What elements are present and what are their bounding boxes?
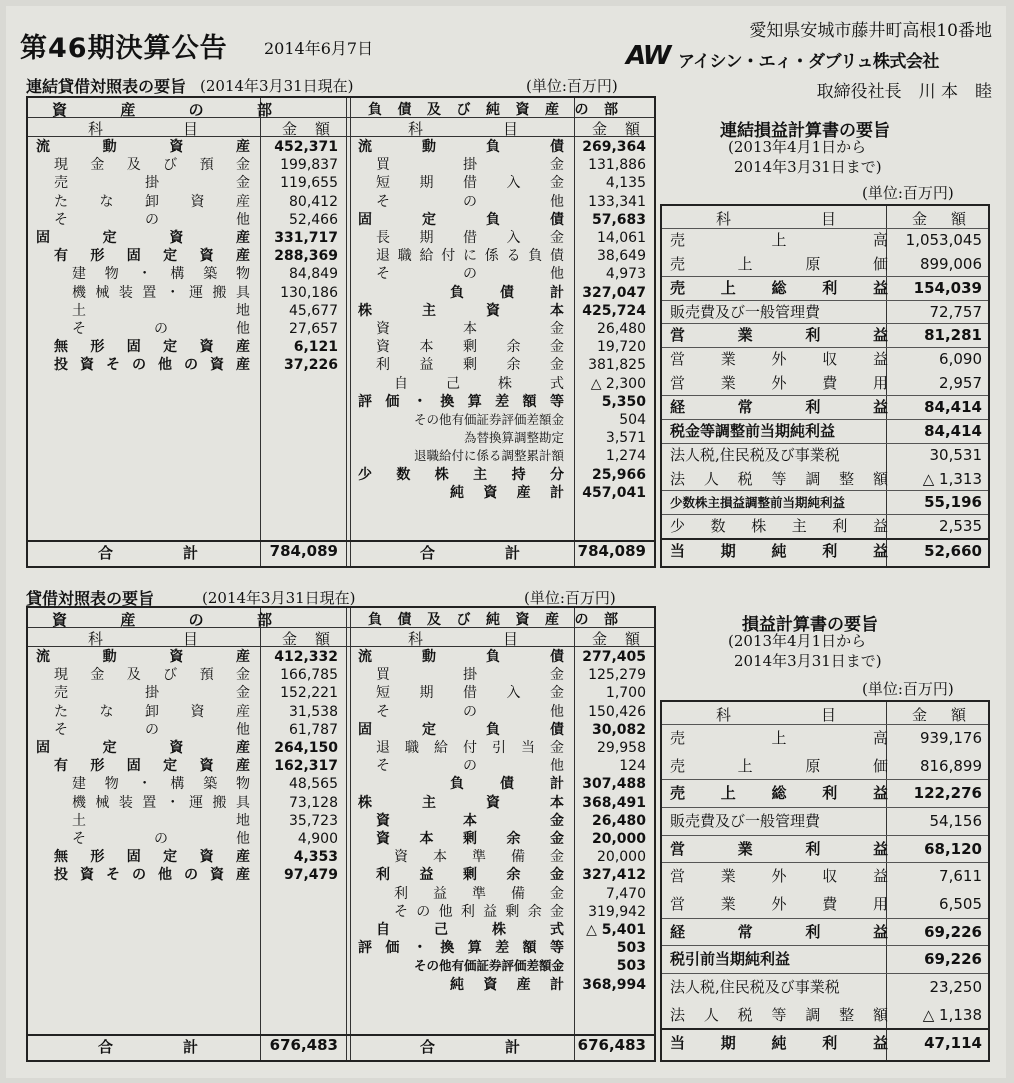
liability-item-label: その他有価証券評価差額金 [413, 958, 564, 974]
asset-item-amount: 166,785 [280, 667, 338, 684]
asset-item-label: そ の 他 [72, 831, 250, 847]
liability-item-amount: 368,994 [582, 976, 646, 993]
asset-item-amount: 130,186 [280, 284, 338, 301]
statement-row-amount: 47,114 [924, 1034, 982, 1053]
asset-item-label: 機 械 装 置 ・ 運 搬 具 [72, 794, 250, 811]
liability-item-label: 純 資 産 計 [450, 976, 564, 993]
asset-item-amount: 61,787 [289, 721, 338, 738]
statement-row-amount: 6,505 [939, 895, 982, 913]
statement-row-label: 営 業 利 益 [670, 326, 888, 345]
statement-row [662, 276, 988, 301]
liability-item-amount: 25,966 [591, 466, 646, 483]
liability-item-label: 自 己 株 式 [394, 375, 564, 392]
statement-row-label: 経 常 利 益 [670, 398, 888, 416]
statement-row [662, 1001, 988, 1030]
liability-item-label: 資 本 金 [376, 321, 564, 337]
liability-item-label: 利 益 準 備 金 [394, 885, 564, 902]
asset-item-label: 土 地 [72, 302, 250, 319]
representative: 取締役社長 川 本 睦 [816, 82, 992, 102]
statement-row-label: 税金等調整前当期純利益 [670, 421, 836, 440]
liability-item-label: そ の 他 [376, 758, 564, 775]
asset-item-label: 現 金 及 び 預 金 [54, 157, 250, 174]
liability-item-amount: 368,491 [582, 794, 646, 811]
statement-row [662, 514, 988, 539]
pl-unit: (単位:百万円) [862, 680, 954, 698]
asset-item-amount: 288,369 [274, 248, 338, 265]
liability-item-label: 評 価 ・ 換 算 差 額 等 [358, 393, 564, 410]
liability-item-amount: 38,649 [597, 248, 646, 265]
consolidated-pl-period-from: (2013年4月1日から [728, 138, 867, 156]
asset-item-label: そ の 他 [54, 211, 250, 228]
liability-item-label: そ の 他 [376, 266, 564, 283]
consolidated-bs-date: (2014年3月31日現在) [200, 77, 354, 95]
statement-row-amount: 54,156 [929, 812, 982, 830]
statement-row-amount: 7,611 [939, 867, 982, 886]
liability-item-amount: 131,886 [588, 157, 646, 174]
liability-item-label: 利 益 剰 余 金 [376, 357, 564, 374]
bs-title: 貸借対照表の要旨 [26, 589, 155, 608]
liability-item-amount: △ 2,300 [590, 375, 646, 392]
liability-item-amount: 125,279 [588, 667, 646, 684]
liability-item-label: 自 己 株 式 [376, 922, 564, 938]
asset-item-amount: 162,317 [274, 758, 338, 775]
statement-row-amount: 69,226 [924, 922, 982, 941]
center-double-line [346, 98, 351, 566]
statement-row-label: 営 業 外 費 用 [670, 895, 888, 913]
liability-item-amount: 20,000 [591, 831, 646, 847]
statement-row-amount: 154,039 [913, 278, 982, 297]
balance-sheet [26, 606, 656, 1062]
statement-row-amount: 816,899 [919, 756, 982, 775]
total-assets-amount: 676,483 [269, 1036, 338, 1054]
statement-row [662, 347, 988, 372]
liability-item-label: 為替換算調整勘定 [463, 430, 564, 446]
notice-date: 2014年6月7日 [264, 39, 374, 58]
consolidated-income-statement [660, 204, 990, 568]
liability-item-label: 負 債 計 [450, 776, 564, 793]
asset-item-amount: 31,538 [289, 703, 338, 720]
liability-item-label: その他有価証券評価差額金 [413, 412, 564, 427]
asset-item-amount: 35,723 [289, 812, 338, 829]
statement-row [662, 945, 988, 974]
statement-row-label: 法人税,住民税及び事業税 [670, 445, 840, 464]
assets-section-header: 資 産 の 部 [52, 611, 272, 629]
liability-item-amount: 4,973 [605, 266, 646, 283]
statement-row [662, 323, 988, 348]
liability-item-amount: 277,405 [582, 649, 646, 665]
item-column-header: 科 目 [88, 630, 198, 648]
liability-item-amount: 457,041 [582, 484, 646, 501]
asset-item-amount: 48,565 [289, 776, 338, 793]
asset-item-label: 投 資 そ の 他 の 資 産 [54, 867, 250, 884]
statement-row-label: 少 数 株 主 利 益 [670, 517, 888, 536]
total-liabilities-amount: 676,483 [577, 1036, 646, 1054]
asset-item-label: 土 地 [72, 812, 250, 829]
statement-row [662, 1028, 988, 1058]
asset-item-amount: 27,657 [289, 321, 338, 337]
income-statement [660, 700, 990, 1062]
liability-item-amount: 503 [616, 958, 646, 975]
liabilities-section-header: 負 債 及 び 純 資 産 の 部 [368, 612, 618, 628]
statement-row-label: 経 常 利 益 [670, 922, 888, 941]
liability-item-amount: 327,412 [582, 867, 646, 884]
liability-item-amount: 14,061 [597, 230, 646, 246]
liability-item-label: 少 数 株 主 持 分 [358, 466, 564, 483]
asset-item-amount: 152,221 [280, 685, 338, 702]
asset-item-amount: 4,353 [293, 849, 338, 866]
liability-item-label: 資 本 金 [376, 812, 564, 829]
pl-title: 損益計算書の要旨 [742, 615, 878, 635]
asset-item-amount: 45,677 [289, 302, 338, 319]
pl-period-from: (2013年4月1日から [728, 632, 867, 650]
statement-row-amount: 84,414 [924, 421, 982, 440]
consolidated-pl-period-to: 2014年3月31日まで) [734, 158, 882, 176]
liability-item-label: 純 資 産 計 [450, 484, 564, 501]
amount-column-header: 金 額 [592, 120, 640, 138]
statement-row-label: 営 業 外 費 用 [670, 374, 888, 393]
divider-line [260, 98, 261, 566]
statement-row-amount: 122,276 [913, 784, 982, 803]
statement-row-label: 売 上 高 [670, 231, 888, 249]
liability-item-amount: 20,000 [597, 849, 646, 866]
asset-item-label: 流 動 資 産 [36, 649, 250, 665]
asset-item-label: 売 掛 金 [54, 175, 250, 192]
liability-item-amount: 19,720 [597, 339, 646, 356]
liability-item-label: 短 期 借 入 金 [376, 685, 564, 702]
statement-row-label: 税引前当期純利益 [670, 950, 791, 969]
consolidated-pl-unit: (単位:百万円) [862, 184, 954, 202]
statement-row [662, 724, 988, 753]
liabilities-section-header: 負 債 及 び 純 資 産 の 部 [368, 102, 618, 118]
statement-row [662, 490, 988, 515]
statement-row-amount: 84,414 [924, 398, 982, 416]
notice-title: 第46期決算公告 [20, 33, 228, 64]
company-address: 愛知県安城市藤井町高根10番地 [749, 21, 992, 41]
liability-item-amount: 26,480 [597, 321, 646, 337]
asset-item-amount: 84,849 [289, 266, 338, 283]
liability-item-amount: 1,700 [605, 685, 646, 702]
statement-row [662, 300, 988, 325]
statement-row [662, 835, 988, 864]
item-column-header: 科 目 [88, 120, 198, 138]
liability-item-amount: 1,274 [605, 448, 646, 465]
statement-row-label: 営 業 外 収 益 [670, 867, 888, 886]
asset-item-label: そ の 他 [54, 721, 250, 738]
divider-line [574, 608, 575, 1060]
liability-item-amount: 124 [619, 758, 646, 775]
asset-item-label: そ の 他 [72, 321, 250, 337]
asset-item-amount: 73,128 [289, 794, 338, 811]
liability-item-amount: 57,683 [591, 211, 646, 228]
statement-row [662, 890, 988, 919]
asset-item-amount: 452,371 [274, 139, 338, 155]
statement-row-amount: 23,250 [929, 978, 982, 996]
liability-item-amount: 504 [619, 412, 646, 428]
statement-row [662, 228, 988, 253]
consolidated-pl-title: 連結損益計算書の要旨 [720, 121, 890, 141]
asset-item-amount: 412,332 [274, 649, 338, 665]
statement-row-label: 少数株主損益調整前当期純利益 [670, 495, 846, 511]
amount-column-header: 金 額 [912, 210, 966, 228]
liability-item-amount: 319,942 [588, 903, 646, 920]
statement-row-amount: 69,226 [924, 950, 982, 969]
asset-item-label: 売 掛 金 [54, 685, 250, 702]
asset-item-label: 流 動 資 産 [36, 139, 250, 155]
center-double-line [346, 608, 351, 1060]
statement-row-label: 売 上 総 利 益 [670, 278, 888, 297]
statement-row-amount: 2,957 [939, 374, 982, 393]
liability-item-label: 固 定 負 債 [358, 721, 564, 738]
liability-item-label: 買 掛 金 [376, 157, 564, 174]
statement-row-label: 法 人 税 等 調 整 額 [670, 1005, 888, 1024]
statement-row-amount: 55,196 [924, 493, 982, 512]
asset-item-label: 無 形 固 定 資 産 [54, 849, 250, 866]
statement-row-amount: 939,176 [919, 729, 982, 747]
total-label: 合 計 [98, 1038, 198, 1056]
statement-row-label: 売 上 高 [670, 729, 888, 747]
statement-row-amount: 52,660 [924, 542, 982, 561]
amount-column-header: 金 額 [912, 706, 966, 724]
liability-item-label: そ の 他 [376, 703, 564, 720]
liability-item-label: 資 本 剰 余 金 [376, 339, 564, 356]
item-column-header: 科 目 [716, 210, 836, 228]
amount-column-header: 金 額 [592, 630, 640, 648]
asset-item-amount: 97,479 [283, 867, 338, 884]
liability-item-amount: 3,571 [605, 430, 646, 447]
asset-item-label: 現 金 及 び 預 金 [54, 667, 250, 684]
liability-item-amount: 7,470 [605, 885, 646, 902]
statement-row [662, 807, 988, 836]
liability-item-amount: 327,047 [582, 284, 646, 301]
logo-mark: AW [626, 41, 670, 71]
statement-row [662, 395, 988, 420]
statement-row [662, 419, 988, 444]
notice-paper [6, 6, 1006, 1078]
asset-item-label: 固 定 資 産 [36, 740, 250, 756]
liability-item-label: 買 掛 金 [376, 667, 564, 684]
asset-item-label: 建 物 ・ 構 築 物 [72, 776, 250, 793]
asset-item-label: 機 械 装 置 ・ 運 搬 具 [72, 284, 250, 301]
asset-item-label: 有 形 固 定 資 産 [54, 248, 250, 265]
asset-item-amount: 264,150 [274, 740, 338, 756]
liability-item-amount: 150,426 [588, 703, 646, 720]
statement-row-label: 売 上 原 価 [670, 756, 888, 775]
liability-item-amount: 29,958 [597, 740, 646, 756]
liability-item-label: 短 期 借 入 金 [376, 175, 564, 192]
liability-item-amount: 269,364 [582, 139, 646, 155]
asset-item-amount: 80,412 [289, 193, 338, 210]
liability-item-amount: △ 5,401 [586, 922, 646, 938]
liability-item-amount: 425,724 [582, 302, 646, 319]
statement-row-amount: 72,757 [929, 302, 982, 321]
liability-item-label: 固 定 負 債 [358, 211, 564, 228]
statement-row-amount: 899,006 [919, 254, 982, 273]
liability-item-label: 流 動 負 債 [358, 139, 564, 155]
liability-item-label: 株 主 資 本 [358, 302, 564, 319]
asset-item-amount: 199,837 [280, 157, 338, 174]
statement-row-amount: △ 1,138 [922, 1005, 982, 1024]
liability-item-label: 利 益 剰 余 金 [376, 867, 564, 884]
statement-row [662, 973, 988, 1002]
company-name: アイシン・エィ・ダブリュ株式会社 [678, 52, 939, 72]
statement-row-amount: 30,531 [929, 445, 982, 464]
asset-item-label: 固 定 資 産 [36, 230, 250, 246]
asset-item-label: 無 形 固 定 資 産 [54, 339, 250, 356]
total-liabilities-amount: 784,089 [577, 542, 646, 560]
consolidated-balance-sheet [26, 96, 656, 568]
asset-item-amount: 331,717 [274, 230, 338, 246]
assets-section-header: 資 産 の 部 [52, 101, 272, 119]
item-column-header: 科 目 [408, 120, 518, 138]
asset-item-label: 有 形 固 定 資 産 [54, 758, 250, 775]
statement-row-amount: 68,120 [924, 839, 982, 858]
consolidated-bs-unit: (単位:百万円) [526, 77, 618, 95]
statement-row-label: 売 上 総 利 益 [670, 784, 888, 803]
statement-row [662, 443, 988, 468]
liability-item-label: 評 価 ・ 換 算 差 額 等 [358, 940, 564, 957]
statement-row-amount: 1,053,045 [905, 231, 982, 249]
amount-column-header: 金 額 [282, 120, 330, 138]
asset-item-amount: 119,655 [280, 175, 338, 192]
liability-item-label: 退職給付に係る調整累計額 [413, 448, 564, 464]
liability-item-label: 長 期 借 入 金 [376, 230, 564, 246]
liability-item-amount: 5,350 [601, 393, 646, 410]
statement-row [662, 862, 988, 891]
total-label: 合 計 [420, 544, 520, 562]
bs-unit: (単位:百万円) [524, 589, 616, 607]
asset-item-amount: 37,226 [283, 357, 338, 374]
liability-item-label: 負 債 計 [450, 284, 564, 301]
statement-row-amount: 2,535 [939, 517, 982, 536]
pl-period-to: 2014年3月31日まで) [734, 652, 882, 670]
total-assets-amount: 784,089 [269, 542, 338, 560]
liability-item-label: 資 本 剰 余 金 [376, 831, 564, 847]
liability-item-label: そ の 他 [376, 193, 564, 210]
asset-item-amount: 4,900 [297, 831, 338, 847]
liability-item-label: 株 主 資 本 [358, 794, 564, 811]
statement-row-label: 営 業 外 収 益 [670, 350, 888, 369]
statement-row-amount: △ 1,313 [922, 469, 982, 488]
statement-row-label: 法人税,住民税及び事業税 [670, 978, 840, 996]
statement-row-label: 営 業 利 益 [670, 839, 888, 858]
divider-line [260, 608, 261, 1060]
liability-item-label: そ の 他 利 益 剰 余 金 [394, 903, 564, 920]
statement-row-label: 当 期 純 利 益 [670, 542, 888, 561]
liability-item-label: 退 職 給 付 に 係 る 負 債 [376, 248, 564, 265]
liability-item-label: 資 本 準 備 金 [394, 849, 564, 866]
asset-item-label: 投 資 そ の 他 の 資 産 [54, 357, 250, 374]
company-logo [626, 42, 669, 70]
statement-row [662, 752, 988, 781]
statement-row-amount: 6,090 [939, 350, 982, 369]
liability-item-label: 退 職 給 付 引 当 金 [376, 740, 564, 756]
statement-row-label: 当 期 純 利 益 [670, 1034, 888, 1053]
asset-item-label: た な 卸 資 産 [54, 193, 250, 210]
total-label: 合 計 [420, 1038, 520, 1056]
statement-row [662, 918, 988, 947]
bs-date: (2014年3月31日現在) [202, 589, 356, 607]
statement-row-amount: 81,281 [924, 326, 982, 345]
asset-item-label: 建 物 ・ 構 築 物 [72, 266, 250, 283]
liability-item-amount: 26,480 [591, 812, 646, 829]
total-label: 合 計 [98, 544, 198, 562]
liability-item-amount: 30,082 [591, 721, 646, 738]
statement-row-label: 販売費及び一般管理費 [670, 812, 821, 830]
asset-item-label: た な 卸 資 産 [54, 703, 250, 720]
statement-row-label: 販売費及び一般管理費 [670, 302, 821, 321]
amount-column-header: 金 額 [282, 630, 330, 648]
divider-line [574, 98, 575, 566]
asset-item-amount: 52,466 [289, 211, 338, 228]
liability-item-amount: 307,488 [582, 776, 646, 793]
liability-item-amount: 381,825 [588, 357, 646, 374]
statement-row [662, 252, 988, 277]
liability-item-label: 流 動 負 債 [358, 649, 564, 665]
statement-row [662, 779, 988, 808]
asset-item-amount: 6,121 [293, 339, 338, 356]
liability-item-amount: 4,135 [605, 175, 646, 192]
statement-row [662, 371, 988, 396]
statement-row-label: 売 上 原 価 [670, 254, 888, 273]
item-column-header: 科 目 [408, 630, 518, 648]
item-column-header: 科 目 [716, 706, 836, 724]
statement-row-label: 法 人 税 等 調 整 額 [670, 469, 888, 488]
liability-item-amount: 133,341 [588, 193, 646, 210]
liability-item-amount: 503 [616, 940, 646, 957]
statement-row [662, 467, 988, 492]
statement-row [662, 538, 988, 564]
consolidated-bs-title: 連結貸借対照表の要旨 [26, 77, 187, 96]
